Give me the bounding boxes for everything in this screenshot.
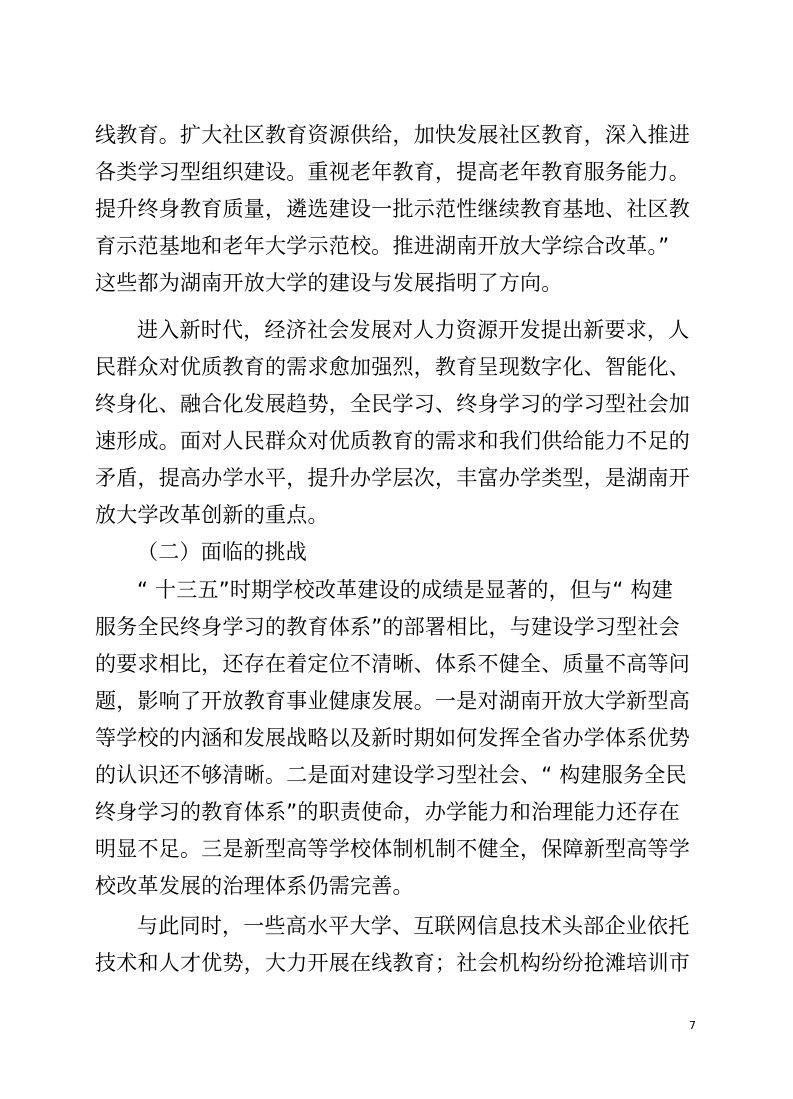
text-line: 终身化、融合化发展趋势，全民学习、终身学习的学习型社会加 bbox=[95, 392, 690, 416]
page-number: 7 bbox=[689, 1019, 696, 1032]
text-line: 放大学改革创新的重点。 bbox=[95, 503, 329, 527]
text-line: 线教育。扩大社区教育资源供给，加快发展社区教育，深入推进 bbox=[95, 123, 690, 147]
text-line: 的认识还不够清晰。二是面对建设学习型社会、“ 构建服务全民 bbox=[95, 763, 687, 787]
text-line: 矛盾，提高办学水平，提升办学层次，丰富办学类型，是湖南开 bbox=[95, 466, 690, 490]
paragraph-start-line: 进入新时代，经济社会发展对人力资源开发提出新要求，人 bbox=[137, 318, 690, 342]
paragraph-start-line: “ 十三五”时期学校改革建设的成绩是显著的，但与“ 构建 bbox=[137, 578, 673, 602]
text-line: 速形成。面对人民群众对优质教育的需求和我们供给能力不足的 bbox=[95, 429, 690, 453]
paragraph-start-line: 与此同时，一些高水平大学、互联网信息技术头部企业依托 bbox=[137, 914, 690, 938]
text-line: 提升终身教育质量，遴选建设一批示范性继续教育基地、社区教 bbox=[95, 197, 690, 221]
text-line: 终身学习的教育体系”的职责使命，办学能力和治理能力还存在 bbox=[95, 800, 680, 824]
text-line: 这些都为湖南开放大学的建设与发展指明了方向。 bbox=[95, 271, 563, 295]
text-line: 等学校的内涵和发展战略以及新时期如何发挥全省办学体系优势 bbox=[95, 726, 690, 750]
text-line: 服务全民终身学习的教育体系”的部署相比，与建设学习型社会 bbox=[95, 615, 680, 639]
text-line: 明显不足。三是新型高等学校体制机制不健全，保障新型高等学 bbox=[95, 837, 690, 861]
text-line: 校改革发展的治理体系仍需完善。 bbox=[95, 874, 414, 898]
text-line: 民群众对优质教育的需求愈加强烈，教育呈现数字化、智能化、 bbox=[95, 355, 690, 379]
text-line: 技术和人才优势，大力开展在线教育；社会机构纷纷抢滩培训市 bbox=[95, 951, 690, 975]
text-line: 育示范基地和老年大学示范校。推进湖南开放大学综合改革。” bbox=[95, 234, 670, 258]
text-line: 的要求相比，还存在着定位不清晰、体系不健全、质量不高等问 bbox=[95, 652, 690, 676]
section-heading: （二）面临的挑战 bbox=[137, 540, 307, 564]
text-line: 各类学习型组织建设。重视老年教育，提高老年教育服务能力。 bbox=[95, 160, 690, 184]
text-line: 题，影响了开放教育事业健康发展。一是对湖南开放大学新型高 bbox=[95, 689, 690, 713]
